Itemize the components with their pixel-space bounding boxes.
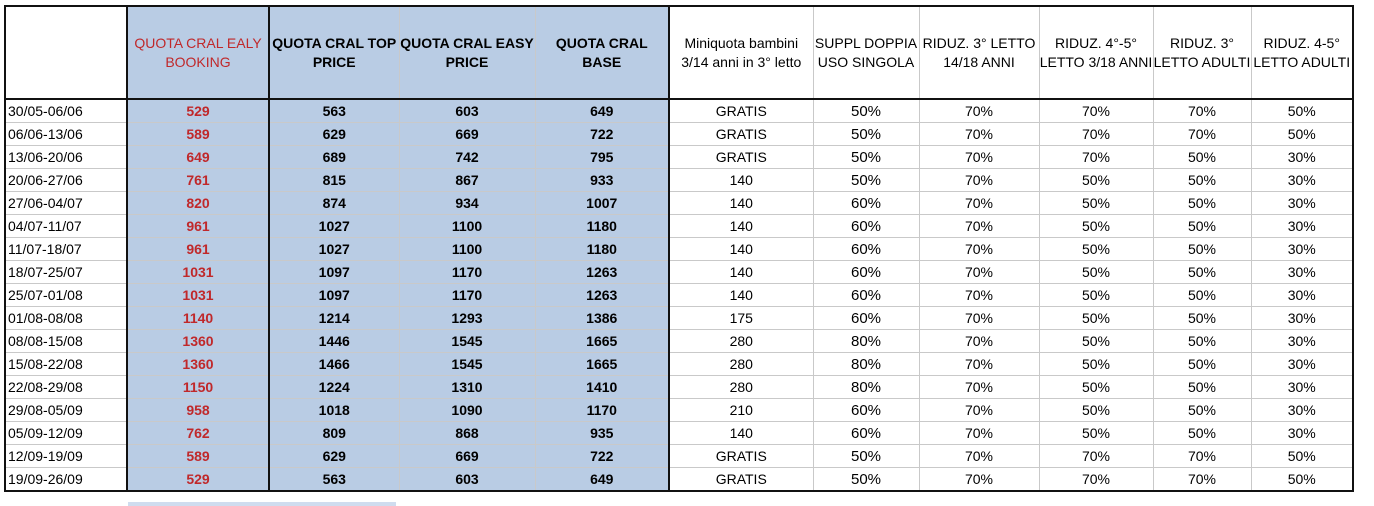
cell-miniquota: 140 bbox=[669, 261, 813, 284]
header-period bbox=[5, 6, 127, 99]
cell-riduz-3-letto-14-18: 70% bbox=[919, 422, 1039, 445]
cell-easy-price: 669 bbox=[399, 445, 535, 468]
cell-early-booking: 589 bbox=[127, 445, 269, 468]
cell-early-booking: 1360 bbox=[127, 330, 269, 353]
cell-miniquota: GRATIS bbox=[669, 146, 813, 169]
cell-riduz-3-letto-adulti: 70% bbox=[1153, 123, 1251, 146]
cell-riduz-4-5-letto-3-18: 50% bbox=[1039, 284, 1153, 307]
cell-riduz-3-letto-14-18: 70% bbox=[919, 399, 1039, 422]
cell-period: 19/09-26/09 bbox=[5, 468, 127, 492]
cell-riduz-4-5-letto-3-18: 70% bbox=[1039, 445, 1153, 468]
cell-riduz-4-5-letto-adulti: 30% bbox=[1251, 261, 1353, 284]
cell-riduz-4-5-letto-adulti: 30% bbox=[1251, 146, 1353, 169]
cell-period: 11/07-18/07 bbox=[5, 238, 127, 261]
cell-easy-price: 1293 bbox=[399, 307, 535, 330]
cell-period: 01/08-08/08 bbox=[5, 307, 127, 330]
cell-period: 22/08-29/08 bbox=[5, 376, 127, 399]
highlight-column-tail bbox=[128, 502, 396, 506]
table-row bbox=[5, 284, 1353, 307]
cell-riduz-3-letto-14-18: 70% bbox=[919, 330, 1039, 353]
cell-riduz-4-5-letto-3-18: 70% bbox=[1039, 123, 1153, 146]
cell-riduz-3-letto-adulti: 50% bbox=[1153, 238, 1251, 261]
cell-riduz-3-letto-adulti: 70% bbox=[1153, 468, 1251, 492]
cell-suppl-dus: 60% bbox=[813, 422, 919, 445]
cell-easy-price: 669 bbox=[399, 123, 535, 146]
cell-top-price: 629 bbox=[269, 123, 399, 146]
cell-easy-price: 1100 bbox=[399, 215, 535, 238]
cell-riduz-4-5-letto-3-18: 70% bbox=[1039, 146, 1153, 169]
cell-suppl-dus: 50% bbox=[813, 445, 919, 468]
cell-easy-price: 868 bbox=[399, 422, 535, 445]
table-row bbox=[5, 422, 1353, 445]
cell-period: 20/06-27/06 bbox=[5, 169, 127, 192]
cell-period: 18/07-25/07 bbox=[5, 261, 127, 284]
table-row bbox=[5, 468, 1353, 492]
cell-early-booking: 589 bbox=[127, 123, 269, 146]
cell-miniquota: 140 bbox=[669, 422, 813, 445]
table-body bbox=[5, 99, 1353, 491]
cell-easy-price: 1170 bbox=[399, 284, 535, 307]
cell-period: 08/08-15/08 bbox=[5, 330, 127, 353]
cell-suppl-dus: 50% bbox=[813, 468, 919, 492]
cell-period: 13/06-20/06 bbox=[5, 146, 127, 169]
cell-early-booking: 761 bbox=[127, 169, 269, 192]
cell-base: 649 bbox=[535, 468, 669, 492]
cell-riduz-3-letto-14-18: 70% bbox=[919, 261, 1039, 284]
cell-top-price: 815 bbox=[269, 169, 399, 192]
cell-top-price: 689 bbox=[269, 146, 399, 169]
header-riduz-3-letto-14-18: RIDUZ. 3° LETTO 14/18 ANNI bbox=[919, 6, 1039, 99]
header-top-price: QUOTA CRAL TOP PRICE bbox=[269, 6, 399, 99]
cell-easy-price: 1090 bbox=[399, 399, 535, 422]
header-early-booking: QUOTA CRAL EALY BOOKING bbox=[127, 6, 269, 99]
cell-easy-price: 603 bbox=[399, 468, 535, 492]
cell-easy-price: 742 bbox=[399, 146, 535, 169]
cell-top-price: 1224 bbox=[269, 376, 399, 399]
cell-miniquota: 280 bbox=[669, 330, 813, 353]
cell-miniquota: 140 bbox=[669, 192, 813, 215]
cell-miniquota: 175 bbox=[669, 307, 813, 330]
cell-easy-price: 1100 bbox=[399, 238, 535, 261]
header-miniquota: Miniquota bambini 3/14 anni in 3° letto bbox=[669, 6, 813, 99]
cell-base: 722 bbox=[535, 445, 669, 468]
cell-easy-price: 1545 bbox=[399, 330, 535, 353]
cell-miniquota: GRATIS bbox=[669, 468, 813, 492]
cell-easy-price: 1310 bbox=[399, 376, 535, 399]
cell-suppl-dus: 60% bbox=[813, 261, 919, 284]
cell-top-price: 563 bbox=[269, 99, 399, 123]
cell-easy-price: 1545 bbox=[399, 353, 535, 376]
table-row bbox=[5, 307, 1353, 330]
cell-riduz-4-5-letto-adulti: 50% bbox=[1251, 445, 1353, 468]
cell-top-price: 1446 bbox=[269, 330, 399, 353]
cell-period: 15/08-22/08 bbox=[5, 353, 127, 376]
cell-riduz-3-letto-adulti: 70% bbox=[1153, 99, 1251, 123]
cell-riduz-4-5-letto-3-18: 50% bbox=[1039, 422, 1153, 445]
cell-period: 30/05-06/06 bbox=[5, 99, 127, 123]
cell-early-booking: 1031 bbox=[127, 284, 269, 307]
header-suppl-dus: SUPPL DOPPIA USO SINGOLA bbox=[813, 6, 919, 99]
cell-early-booking: 649 bbox=[127, 146, 269, 169]
cell-top-price: 1027 bbox=[269, 238, 399, 261]
cell-early-booking: 529 bbox=[127, 468, 269, 492]
cell-miniquota: 140 bbox=[669, 284, 813, 307]
cell-miniquota: 140 bbox=[669, 238, 813, 261]
table-row bbox=[5, 445, 1353, 468]
cell-riduz-3-letto-adulti: 50% bbox=[1153, 330, 1251, 353]
cell-suppl-dus: 60% bbox=[813, 238, 919, 261]
cell-riduz-3-letto-14-18: 70% bbox=[919, 99, 1039, 123]
cell-riduz-4-5-letto-adulti: 30% bbox=[1251, 330, 1353, 353]
header-base: QUOTA CRAL BASE bbox=[535, 6, 669, 99]
cell-miniquota: 210 bbox=[669, 399, 813, 422]
cell-riduz-3-letto-adulti: 50% bbox=[1153, 192, 1251, 215]
cell-base: 1665 bbox=[535, 330, 669, 353]
cell-riduz-4-5-letto-adulti: 30% bbox=[1251, 376, 1353, 399]
cell-early-booking: 529 bbox=[127, 99, 269, 123]
cell-base: 1263 bbox=[535, 284, 669, 307]
cell-easy-price: 1170 bbox=[399, 261, 535, 284]
cell-early-booking: 820 bbox=[127, 192, 269, 215]
cell-suppl-dus: 80% bbox=[813, 330, 919, 353]
cell-riduz-4-5-letto-adulti: 30% bbox=[1251, 192, 1353, 215]
cell-riduz-4-5-letto-adulti: 30% bbox=[1251, 169, 1353, 192]
table-row bbox=[5, 399, 1353, 422]
cell-miniquota: 140 bbox=[669, 215, 813, 238]
cell-top-price: 874 bbox=[269, 192, 399, 215]
cell-suppl-dus: 80% bbox=[813, 353, 919, 376]
cell-top-price: 1027 bbox=[269, 215, 399, 238]
table-row bbox=[5, 215, 1353, 238]
cell-top-price: 1214 bbox=[269, 307, 399, 330]
cell-early-booking: 762 bbox=[127, 422, 269, 445]
cell-riduz-3-letto-14-18: 70% bbox=[919, 238, 1039, 261]
cell-riduz-4-5-letto-adulti: 30% bbox=[1251, 353, 1353, 376]
cell-riduz-4-5-letto-3-18: 70% bbox=[1039, 468, 1153, 492]
cell-top-price: 1097 bbox=[269, 284, 399, 307]
cell-top-price: 629 bbox=[269, 445, 399, 468]
header-riduz-4-5-letto-3-18: RIDUZ. 4°-5° LETTO 3/18 ANNI bbox=[1039, 6, 1153, 99]
cell-period: 25/07-01/08 bbox=[5, 284, 127, 307]
price-table bbox=[4, 5, 1354, 492]
cell-base: 1386 bbox=[535, 307, 669, 330]
cell-riduz-4-5-letto-3-18: 50% bbox=[1039, 261, 1153, 284]
cell-suppl-dus: 60% bbox=[813, 307, 919, 330]
table-row bbox=[5, 123, 1353, 146]
cell-early-booking: 1150 bbox=[127, 376, 269, 399]
cell-early-booking: 961 bbox=[127, 215, 269, 238]
cell-base: 1410 bbox=[535, 376, 669, 399]
cell-suppl-dus: 60% bbox=[813, 192, 919, 215]
cell-miniquota: GRATIS bbox=[669, 123, 813, 146]
cell-riduz-4-5-letto-adulti: 30% bbox=[1251, 215, 1353, 238]
cell-riduz-3-letto-adulti: 50% bbox=[1153, 146, 1251, 169]
cell-riduz-3-letto-adulti: 70% bbox=[1153, 445, 1251, 468]
cell-riduz-3-letto-adulti: 50% bbox=[1153, 399, 1251, 422]
cell-base: 1180 bbox=[535, 215, 669, 238]
cell-riduz-3-letto-14-18: 70% bbox=[919, 307, 1039, 330]
table-row bbox=[5, 99, 1353, 123]
cell-base: 1665 bbox=[535, 353, 669, 376]
table-row bbox=[5, 353, 1353, 376]
cell-riduz-4-5-letto-adulti: 30% bbox=[1251, 238, 1353, 261]
cell-riduz-4-5-letto-adulti: 30% bbox=[1251, 284, 1353, 307]
cell-suppl-dus: 60% bbox=[813, 284, 919, 307]
cell-suppl-dus: 60% bbox=[813, 215, 919, 238]
cell-suppl-dus: 60% bbox=[813, 399, 919, 422]
cell-riduz-4-5-letto-3-18: 50% bbox=[1039, 215, 1153, 238]
cell-riduz-4-5-letto-3-18: 50% bbox=[1039, 353, 1153, 376]
cell-riduz-4-5-letto-3-18: 50% bbox=[1039, 169, 1153, 192]
cell-miniquota: 280 bbox=[669, 353, 813, 376]
cell-easy-price: 867 bbox=[399, 169, 535, 192]
cell-suppl-dus: 50% bbox=[813, 146, 919, 169]
table-row bbox=[5, 376, 1353, 399]
cell-riduz-4-5-letto-3-18: 50% bbox=[1039, 192, 1153, 215]
cell-riduz-3-letto-adulti: 50% bbox=[1153, 261, 1251, 284]
cell-riduz-3-letto-14-18: 70% bbox=[919, 284, 1039, 307]
cell-riduz-3-letto-adulti: 50% bbox=[1153, 215, 1251, 238]
cell-riduz-3-letto-14-18: 70% bbox=[919, 445, 1039, 468]
cell-riduz-4-5-letto-adulti: 30% bbox=[1251, 399, 1353, 422]
cell-base: 1263 bbox=[535, 261, 669, 284]
header-row bbox=[5, 6, 1353, 99]
cell-top-price: 1097 bbox=[269, 261, 399, 284]
cell-period: 29/08-05/09 bbox=[5, 399, 127, 422]
cell-early-booking: 1360 bbox=[127, 353, 269, 376]
cell-miniquota: GRATIS bbox=[669, 445, 813, 468]
cell-period: 12/09-19/09 bbox=[5, 445, 127, 468]
cell-riduz-4-5-letto-3-18: 50% bbox=[1039, 376, 1153, 399]
cell-top-price: 1466 bbox=[269, 353, 399, 376]
header-riduz-4-5-letto-adulti: RIDUZ. 4-5° LETTO ADULTI bbox=[1251, 6, 1353, 99]
cell-riduz-4-5-letto-adulti: 30% bbox=[1251, 307, 1353, 330]
table-row bbox=[5, 330, 1353, 353]
cell-riduz-3-letto-14-18: 70% bbox=[919, 192, 1039, 215]
header-easy-price: QUOTA CRAL EASY PRICE bbox=[399, 6, 535, 99]
cell-base: 933 bbox=[535, 169, 669, 192]
cell-top-price: 809 bbox=[269, 422, 399, 445]
table-row bbox=[5, 169, 1353, 192]
header-riduz-3-letto-adulti: RIDUZ. 3° LETTO ADULTI bbox=[1153, 6, 1251, 99]
cell-riduz-4-5-letto-3-18: 50% bbox=[1039, 238, 1153, 261]
cell-riduz-3-letto-14-18: 70% bbox=[919, 146, 1039, 169]
cell-riduz-3-letto-14-18: 70% bbox=[919, 215, 1039, 238]
cell-period: 04/07-11/07 bbox=[5, 215, 127, 238]
table-row bbox=[5, 238, 1353, 261]
cell-top-price: 1018 bbox=[269, 399, 399, 422]
cell-riduz-3-letto-14-18: 70% bbox=[919, 376, 1039, 399]
cell-riduz-4-5-letto-adulti: 50% bbox=[1251, 123, 1353, 146]
cell-riduz-4-5-letto-3-18: 50% bbox=[1039, 399, 1153, 422]
cell-riduz-4-5-letto-3-18: 50% bbox=[1039, 307, 1153, 330]
cell-riduz-3-letto-14-18: 70% bbox=[919, 353, 1039, 376]
cell-miniquota: GRATIS bbox=[669, 99, 813, 123]
cell-easy-price: 934 bbox=[399, 192, 535, 215]
cell-riduz-4-5-letto-adulti: 30% bbox=[1251, 422, 1353, 445]
cell-riduz-3-letto-adulti: 50% bbox=[1153, 284, 1251, 307]
cell-base: 1180 bbox=[535, 238, 669, 261]
cell-suppl-dus: 50% bbox=[813, 169, 919, 192]
cell-miniquota: 140 bbox=[669, 169, 813, 192]
cell-early-booking: 961 bbox=[127, 238, 269, 261]
cell-easy-price: 603 bbox=[399, 99, 535, 123]
cell-suppl-dus: 50% bbox=[813, 99, 919, 123]
cell-riduz-3-letto-14-18: 70% bbox=[919, 468, 1039, 492]
cell-base: 1007 bbox=[535, 192, 669, 215]
cell-base: 795 bbox=[535, 146, 669, 169]
cell-base: 649 bbox=[535, 99, 669, 123]
cell-miniquota: 280 bbox=[669, 376, 813, 399]
table-row bbox=[5, 146, 1353, 169]
cell-early-booking: 958 bbox=[127, 399, 269, 422]
cell-riduz-4-5-letto-3-18: 70% bbox=[1039, 99, 1153, 123]
cell-riduz-3-letto-adulti: 50% bbox=[1153, 422, 1251, 445]
cell-riduz-3-letto-adulti: 50% bbox=[1153, 307, 1251, 330]
cell-suppl-dus: 50% bbox=[813, 123, 919, 146]
cell-period: 05/09-12/09 bbox=[5, 422, 127, 445]
cell-riduz-3-letto-14-18: 70% bbox=[919, 169, 1039, 192]
cell-early-booking: 1140 bbox=[127, 307, 269, 330]
cell-riduz-3-letto-adulti: 50% bbox=[1153, 353, 1251, 376]
cell-riduz-3-letto-adulti: 50% bbox=[1153, 376, 1251, 399]
cell-early-booking: 1031 bbox=[127, 261, 269, 284]
cell-top-price: 563 bbox=[269, 468, 399, 492]
cell-riduz-3-letto-adulti: 50% bbox=[1153, 169, 1251, 192]
cell-base: 1170 bbox=[535, 399, 669, 422]
cell-period: 06/06-13/06 bbox=[5, 123, 127, 146]
cell-base: 935 bbox=[535, 422, 669, 445]
cell-period: 27/06-04/07 bbox=[5, 192, 127, 215]
cell-riduz-4-5-letto-adulti: 50% bbox=[1251, 99, 1353, 123]
cell-riduz-4-5-letto-3-18: 50% bbox=[1039, 330, 1153, 353]
cell-riduz-3-letto-14-18: 70% bbox=[919, 123, 1039, 146]
table-row bbox=[5, 192, 1353, 215]
cell-suppl-dus: 80% bbox=[813, 376, 919, 399]
table-row bbox=[5, 261, 1353, 284]
cell-riduz-4-5-letto-adulti: 50% bbox=[1251, 468, 1353, 492]
cell-base: 722 bbox=[535, 123, 669, 146]
